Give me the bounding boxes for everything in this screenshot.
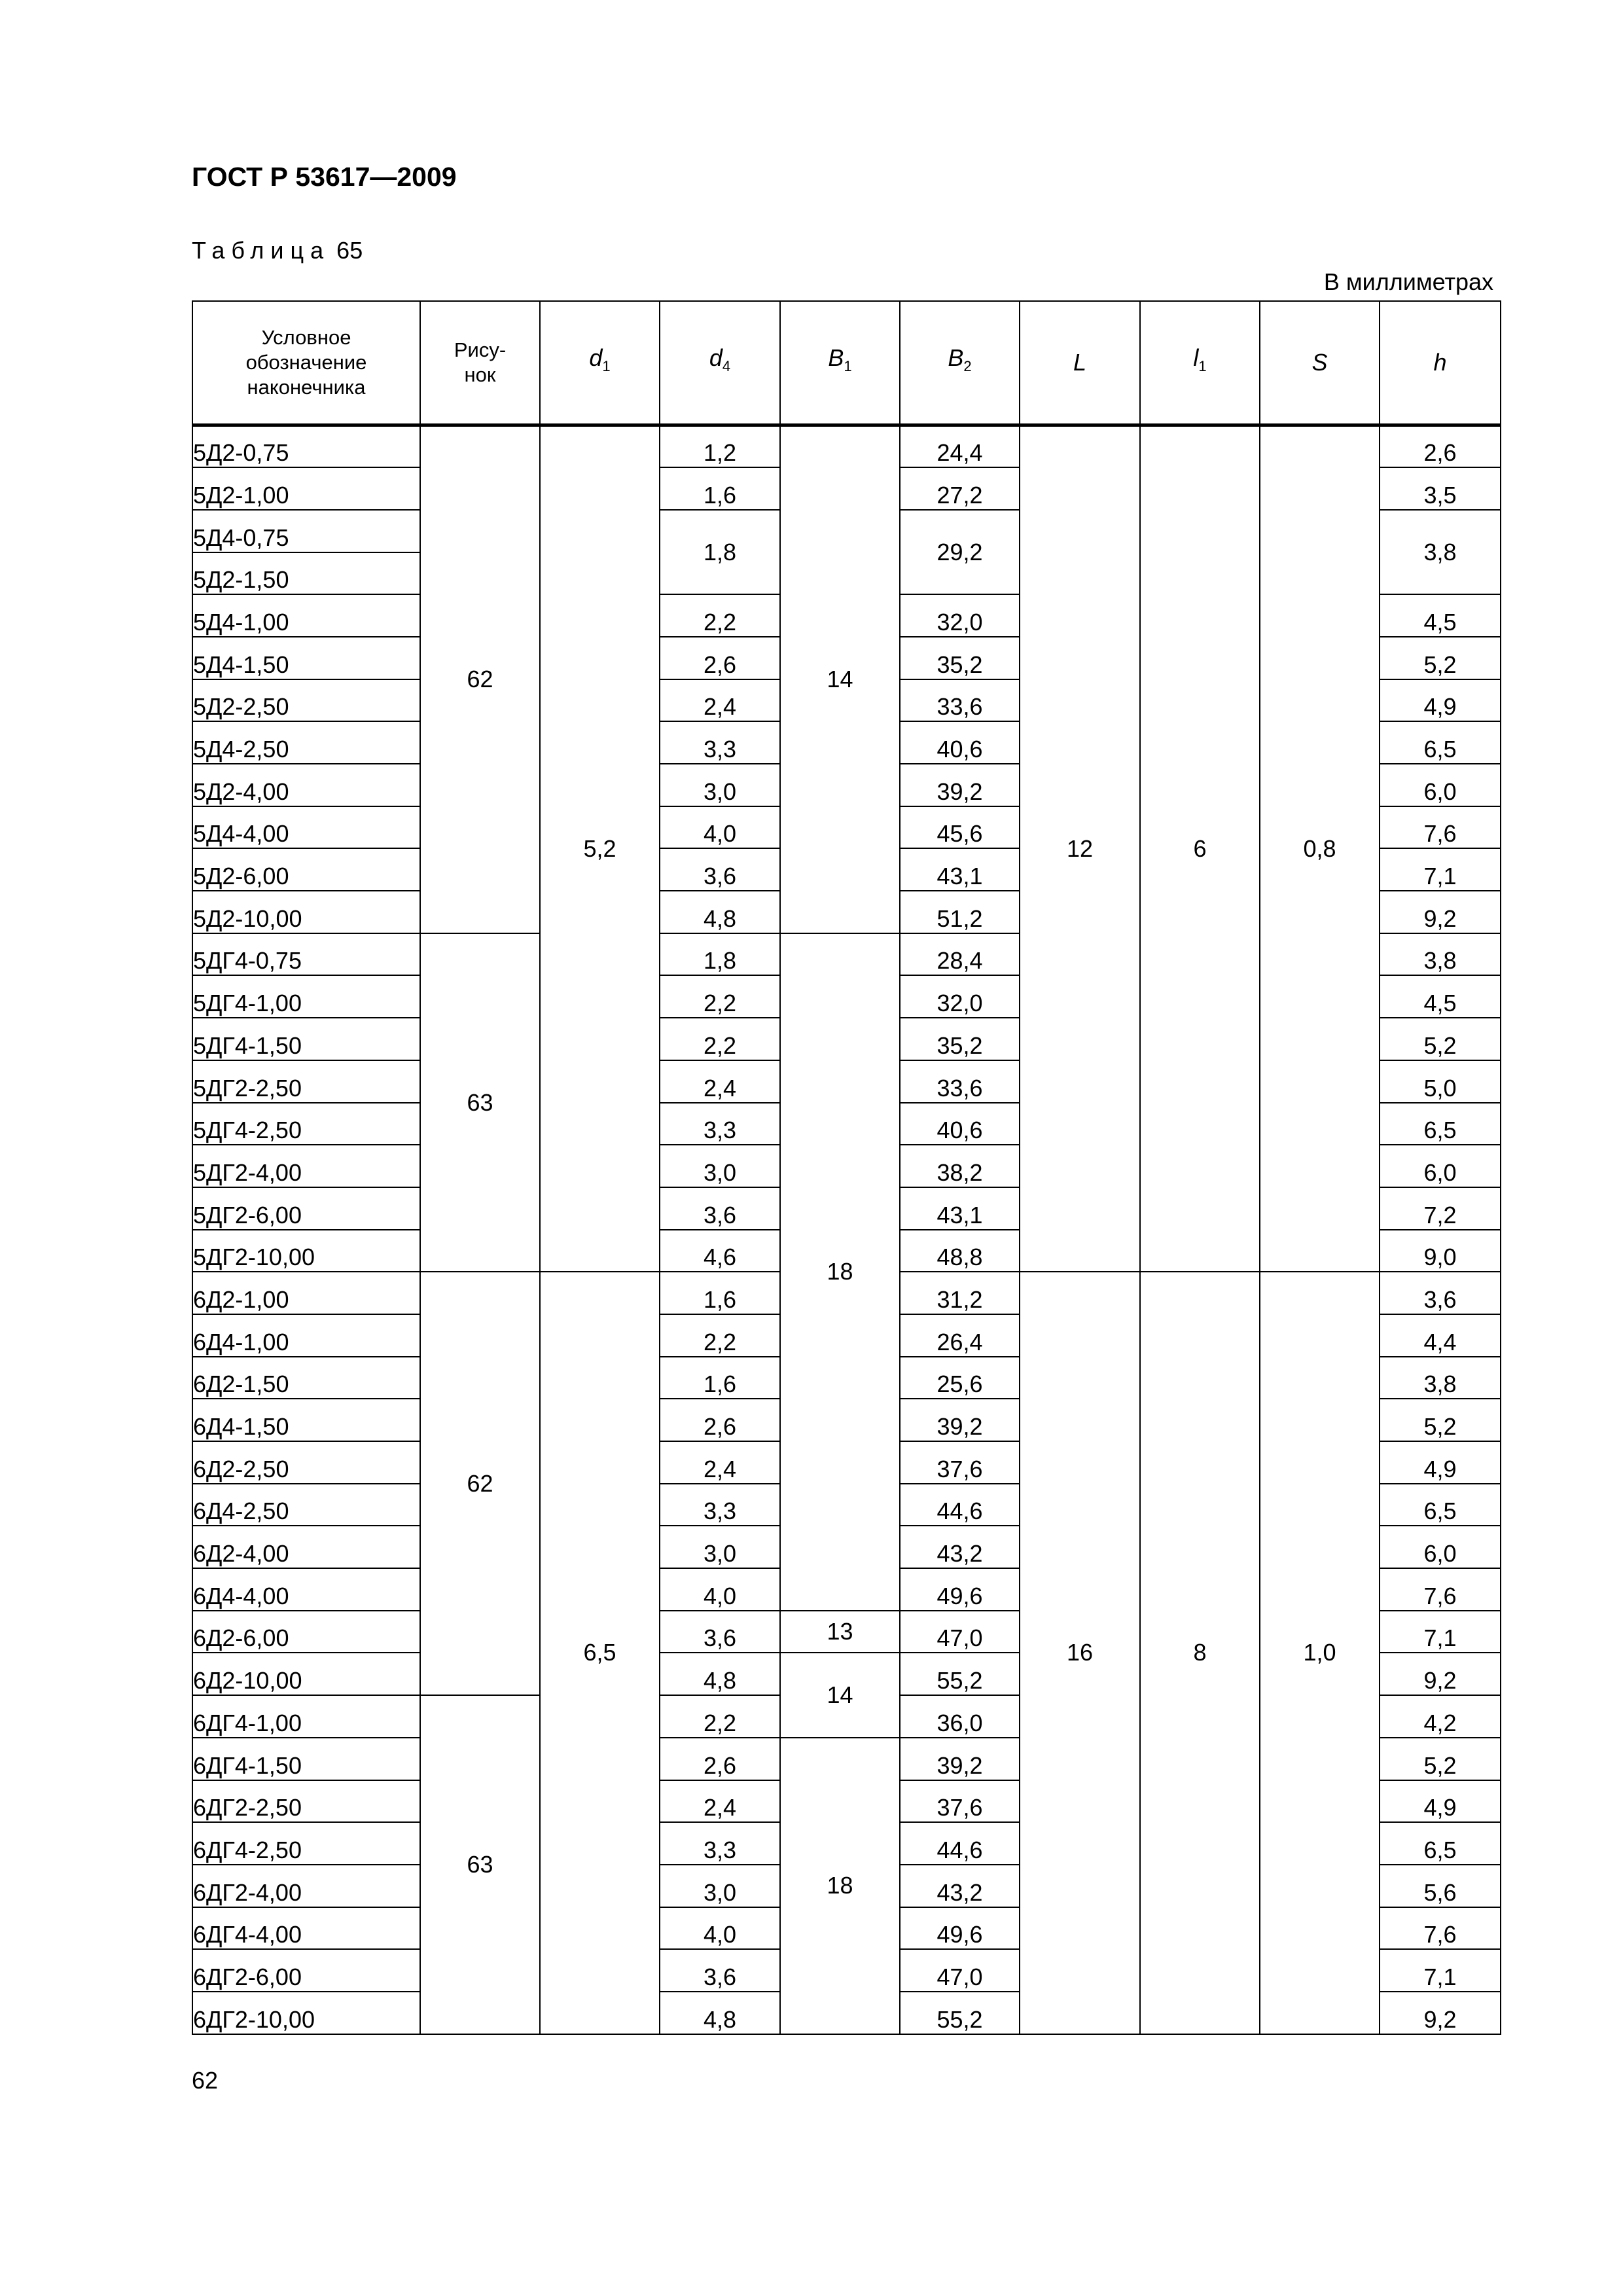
b2-cell: 38,2 <box>900 1145 1020 1187</box>
b2-cell: 33,6 <box>900 679 1020 722</box>
header-d4: $d_4$ <box>660 301 780 425</box>
b2-cell: 28,4 <box>900 933 1020 976</box>
table-row <box>192 425 1501 468</box>
designation-cell: 6Д2-6,00 <box>192 1611 420 1653</box>
designation-cell: 5ДГ4-2,50 <box>192 1103 420 1145</box>
d4-cell: 3,3 <box>660 1822 780 1865</box>
d4-cell: 3,0 <box>660 1865 780 1907</box>
d4-cell: 2,2 <box>660 1314 780 1357</box>
designation-cell: 5Д2-10,00 <box>192 891 420 933</box>
h-cell: 7,6 <box>1380 1907 1501 1950</box>
h-cell: 9,0 <box>1380 1230 1501 1272</box>
h-cell: 7,6 <box>1380 1568 1501 1611</box>
s-cell: 0,8 <box>1260 425 1380 1272</box>
d4-cell: 2,4 <box>660 1780 780 1823</box>
b2-cell: 33,6 <box>900 1060 1020 1103</box>
h-cell: 3,8 <box>1380 1357 1501 1399</box>
d4-cell: 1,6 <box>660 1272 780 1314</box>
designation-cell: 5Д2-6,00 <box>192 848 420 891</box>
h-cell: 6,5 <box>1380 1822 1501 1865</box>
d4-cell: 3,3 <box>660 1484 780 1526</box>
designation-cell: 5Д4-4,00 <box>192 806 420 849</box>
b2-cell: 31,2 <box>900 1272 1020 1314</box>
b1-cell: 18 <box>780 933 900 1611</box>
h-cell: 3,5 <box>1380 467 1501 510</box>
d4-cell: 1,6 <box>660 467 780 510</box>
b2-cell: 29,2 <box>900 510 1020 594</box>
b2-cell: 43,2 <box>900 1865 1020 1907</box>
h-cell: 3,6 <box>1380 1272 1501 1314</box>
designation-cell: 6Д2-1,00 <box>192 1272 420 1314</box>
h-cell: 5,2 <box>1380 1399 1501 1441</box>
b2-cell: 47,0 <box>900 1611 1020 1653</box>
designation-cell: 5ДГ2-4,00 <box>192 1145 420 1187</box>
designation-cell: 5ДГ2-6,00 <box>192 1187 420 1230</box>
h-cell: 3,8 <box>1380 510 1501 594</box>
d4-cell: 4,8 <box>660 1653 780 1695</box>
designation-cell: 6Д4-1,00 <box>192 1314 420 1357</box>
b2-cell: 55,2 <box>900 1653 1020 1695</box>
designation-cell: 6ДГ4-1,00 <box>192 1695 420 1738</box>
designation-cell: 6ДГ2-4,00 <box>192 1865 420 1907</box>
d4-cell: 4,0 <box>660 1568 780 1611</box>
h-cell: 6,0 <box>1380 764 1501 806</box>
designation-cell: 6Д4-2,50 <box>192 1484 420 1526</box>
d4-cell: 3,3 <box>660 721 780 764</box>
h-cell: 5,2 <box>1380 1738 1501 1780</box>
b2-cell: 40,6 <box>900 1103 1020 1145</box>
h-cell: 5,6 <box>1380 1865 1501 1907</box>
figure-cell: 62 <box>420 1272 540 1695</box>
header-l: L <box>1020 301 1140 425</box>
d4-cell: 3,0 <box>660 1526 780 1568</box>
header-designation-line: наконечника <box>247 376 366 399</box>
h-cell: 4,4 <box>1380 1314 1501 1357</box>
h-cell: 4,2 <box>1380 1695 1501 1738</box>
d1-cell: 5,2 <box>540 425 660 1272</box>
designation-cell: 5Д2-0,75 <box>192 425 420 468</box>
d4-cell: 2,4 <box>660 1060 780 1103</box>
d4-cell: 2,2 <box>660 1018 780 1060</box>
designation-cell: 5Д4-2,50 <box>192 721 420 764</box>
b2-cell: 43,1 <box>900 1187 1020 1230</box>
h-cell: 5,2 <box>1380 1018 1501 1060</box>
table-header-row <box>192 301 1501 425</box>
b2-cell: 47,0 <box>900 1949 1020 1992</box>
d4-cell: 2,4 <box>660 679 780 722</box>
h-cell: 9,2 <box>1380 1653 1501 1695</box>
d4-cell: 3,6 <box>660 848 780 891</box>
designation-cell: 5Д4-1,50 <box>192 637 420 679</box>
h-cell: 4,9 <box>1380 1780 1501 1823</box>
h-cell: 4,5 <box>1380 594 1501 637</box>
h-cell: 5,2 <box>1380 637 1501 679</box>
d4-cell: 2,2 <box>660 1695 780 1738</box>
table-caption-word: Таблица <box>192 237 330 264</box>
designation-cell: 5ДГ4-1,00 <box>192 975 420 1018</box>
d1-cell: 6,5 <box>540 1272 660 2034</box>
d4-cell: 2,4 <box>660 1441 780 1484</box>
header-designation <box>192 301 420 425</box>
b2-cell: 32,0 <box>900 975 1020 1018</box>
designation-cell: 5Д2-4,00 <box>192 764 420 806</box>
d4-cell: 1,6 <box>660 1357 780 1399</box>
designation-cell: 5ДГ4-0,75 <box>192 933 420 976</box>
spec-table <box>192 300 1501 2035</box>
table-body <box>192 425 1501 2034</box>
designation-cell: 5ДГ2-10,00 <box>192 1230 420 1272</box>
h-cell: 4,5 <box>1380 975 1501 1018</box>
b2-cell: 27,2 <box>900 467 1020 510</box>
l-cell: 16 <box>1020 1272 1140 2034</box>
header-figure-line: нок <box>464 363 496 386</box>
b1-cell: 18 <box>780 1738 900 2034</box>
h-cell: 3,8 <box>1380 933 1501 976</box>
b1-cell: 14 <box>780 425 900 933</box>
b2-cell: 55,2 <box>900 1992 1020 2034</box>
h-cell: 7,1 <box>1380 848 1501 891</box>
page-number: 62 <box>192 2067 219 2094</box>
header-d1: $d_1$ <box>540 301 660 425</box>
h-cell: 7,1 <box>1380 1949 1501 1992</box>
b2-cell: 44,6 <box>900 1822 1020 1865</box>
b2-cell: 32,0 <box>900 594 1020 637</box>
designation-cell: 6Д2-4,00 <box>192 1526 420 1568</box>
designation-cell: 5Д2-1,00 <box>192 467 420 510</box>
d4-cell: 4,0 <box>660 1907 780 1950</box>
designation-cell: 6ДГ2-2,50 <box>192 1780 420 1823</box>
b1-cell: 14 <box>780 1653 900 1737</box>
d4-cell: 2,2 <box>660 594 780 637</box>
figure-cell: 63 <box>420 1695 540 2034</box>
h-cell: 4,9 <box>1380 679 1501 722</box>
b2-cell: 35,2 <box>900 1018 1020 1060</box>
b2-cell: 43,2 <box>900 1526 1020 1568</box>
d4-cell: 2,2 <box>660 975 780 1018</box>
h-cell: 6,0 <box>1380 1145 1501 1187</box>
d4-cell: 1,2 <box>660 425 780 468</box>
header-figure <box>420 301 540 425</box>
b2-cell: 39,2 <box>900 764 1020 806</box>
d4-cell: 4,8 <box>660 1992 780 2034</box>
h-cell: 9,2 <box>1380 1992 1501 2034</box>
designation-cell: 5Д4-1,00 <box>192 594 420 637</box>
units-note: В миллиметрах <box>1323 268 1493 295</box>
designation-cell: 6Д2-10,00 <box>192 1653 420 1695</box>
b2-cell: 39,2 <box>900 1738 1020 1780</box>
b2-cell: 25,6 <box>900 1357 1020 1399</box>
designation-cell: 5ДГ2-2,50 <box>192 1060 420 1103</box>
h-cell: 6,5 <box>1380 721 1501 764</box>
b2-cell: 45,6 <box>900 806 1020 849</box>
d4-cell: 4,6 <box>660 1230 780 1272</box>
b2-cell: 35,2 <box>900 637 1020 679</box>
figure-cell: 62 <box>420 425 540 933</box>
header-designation-line: обозначение <box>245 351 367 374</box>
designation-cell: 5Д2-1,50 <box>192 552 420 595</box>
designation-cell: 5Д2-2,50 <box>192 679 420 722</box>
designation-cell: 5ДГ4-1,50 <box>192 1018 420 1060</box>
b2-cell: 37,6 <box>900 1441 1020 1484</box>
h-cell: 7,1 <box>1380 1611 1501 1653</box>
designation-cell: 6Д2-2,50 <box>192 1441 420 1484</box>
d4-cell: 3,6 <box>660 1611 780 1653</box>
b2-cell: 26,4 <box>900 1314 1020 1357</box>
d4-cell: 4,8 <box>660 891 780 933</box>
l1-cell: 6 <box>1140 425 1260 1272</box>
b1-cell: 13 <box>780 1611 900 1653</box>
h-cell: 5,0 <box>1380 1060 1501 1103</box>
b2-cell: 49,6 <box>900 1907 1020 1950</box>
h-cell: 6,5 <box>1380 1103 1501 1145</box>
b2-cell: 40,6 <box>900 721 1020 764</box>
b2-cell: 44,6 <box>900 1484 1020 1526</box>
d4-cell: 3,0 <box>660 764 780 806</box>
h-cell: 6,5 <box>1380 1484 1501 1526</box>
header-b2: $B_2$ <box>900 301 1020 425</box>
designation-cell: 6ДГ4-4,00 <box>192 1907 420 1950</box>
table-caption-number: 65 <box>336 237 363 264</box>
designation-cell: 6ДГ4-2,50 <box>192 1822 420 1865</box>
d4-cell: 3,3 <box>660 1103 780 1145</box>
table-caption <box>192 237 363 264</box>
h-cell: 2,6 <box>1380 425 1501 468</box>
d4-cell: 3,6 <box>660 1949 780 1992</box>
d4-cell: 1,8 <box>660 510 780 594</box>
b2-cell: 36,0 <box>900 1695 1020 1738</box>
h-cell: 6,0 <box>1380 1526 1501 1568</box>
d4-cell: 4,0 <box>660 806 780 849</box>
h-cell: 7,6 <box>1380 806 1501 849</box>
h-cell: 4,9 <box>1380 1441 1501 1484</box>
designation-cell: 6Д2-1,50 <box>192 1357 420 1399</box>
header-designation-line: Условное <box>261 326 351 349</box>
d4-cell: 1,8 <box>660 933 780 976</box>
header-h: h <box>1380 301 1501 425</box>
b2-cell: 48,8 <box>900 1230 1020 1272</box>
designation-cell: 6ДГ2-6,00 <box>192 1949 420 1992</box>
b2-cell: 24,4 <box>900 425 1020 468</box>
designation-cell: 5Д4-0,75 <box>192 510 420 552</box>
d4-cell: 3,0 <box>660 1145 780 1187</box>
header-s: S <box>1260 301 1380 425</box>
designation-cell: 6ДГ4-1,50 <box>192 1738 420 1780</box>
b2-cell: 43,1 <box>900 848 1020 891</box>
designation-cell: 6Д4-4,00 <box>192 1568 420 1611</box>
d4-cell: 3,6 <box>660 1187 780 1230</box>
header-figure-line: Рису- <box>454 338 507 361</box>
figure-cell: 63 <box>420 933 540 1272</box>
designation-cell: 6ДГ2-10,00 <box>192 1992 420 2034</box>
designation-cell: 6Д4-1,50 <box>192 1399 420 1441</box>
d4-cell: 2,6 <box>660 1399 780 1441</box>
l-cell: 12 <box>1020 425 1140 1272</box>
b2-cell: 37,6 <box>900 1780 1020 1823</box>
b2-cell: 49,6 <box>900 1568 1020 1611</box>
s-cell: 1,0 <box>1260 1272 1380 2034</box>
d4-cell: 2,6 <box>660 1738 780 1780</box>
header-l1: $l_1$ <box>1140 301 1260 425</box>
d4-cell: 2,6 <box>660 637 780 679</box>
l1-cell: 8 <box>1140 1272 1260 2034</box>
b2-cell: 39,2 <box>900 1399 1020 1441</box>
b2-cell: 51,2 <box>900 891 1020 933</box>
header-b1: $B_1$ <box>780 301 900 425</box>
h-cell: 9,2 <box>1380 891 1501 933</box>
h-cell: 7,2 <box>1380 1187 1501 1230</box>
document-header: ГОСТ Р 53617—2009 <box>192 162 457 192</box>
